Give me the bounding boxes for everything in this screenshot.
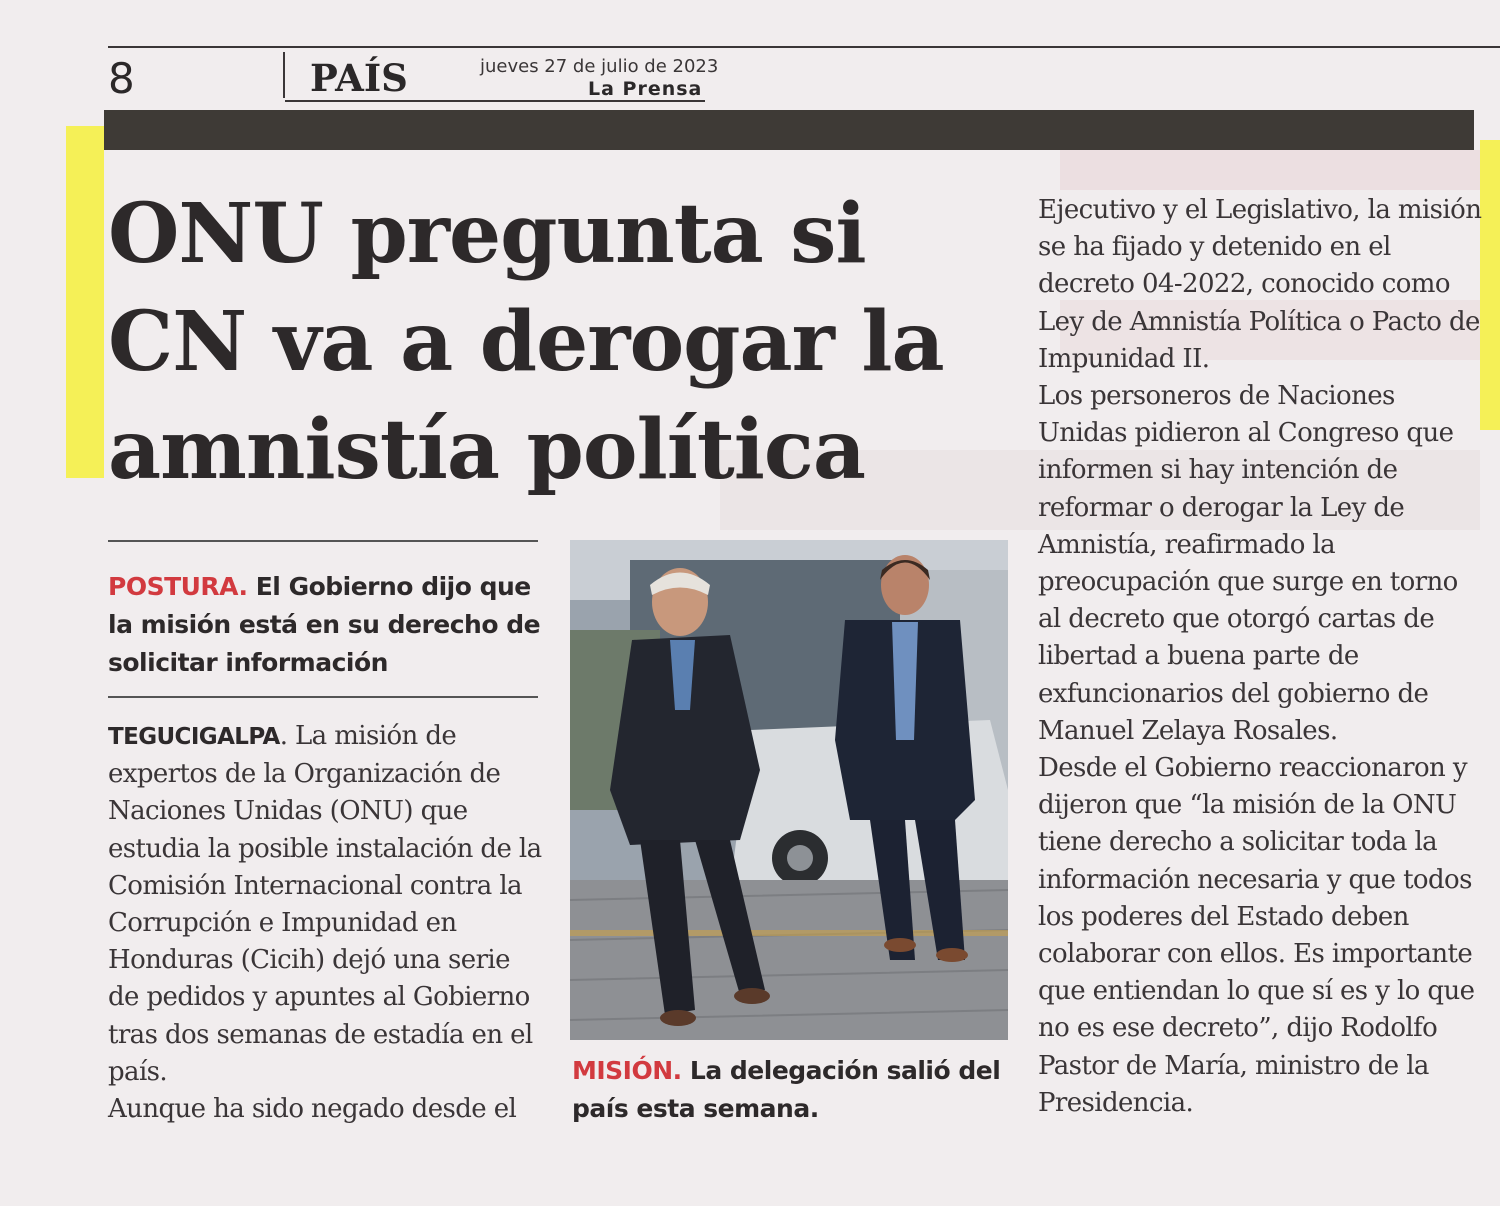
article-paragraph: [108, 718, 548, 1091]
kicker-rule-bottom: [108, 696, 538, 698]
article-paragraph: Los personeros de Naciones Unidas pidieron al Congreso que informen si hay intención de reformar o derogar la Ley de Amnistía, reafirmado la preocupación que surge en torno al decreto que otorgó cartas de libertad a buena parte de exfuncionarios del gobierno de Manuel Zelaya Rosales.: [1038, 381, 1458, 746]
caption-label: MISIÓN.: [572, 1056, 682, 1085]
header-rule: [108, 46, 1500, 48]
headline-line: ONU pregunta si: [108, 186, 866, 282]
headline-line: CN va a derogar la: [108, 294, 944, 390]
article-paragraph: Aunque ha sido negado desde el: [108, 1094, 517, 1125]
newspaper-name: La Prensa: [588, 78, 703, 100]
article-paragraph: Ejecutivo y el Legislativo, la misión se ha fijado y detenido en el decreto 04-2022, conocido como Ley de Amnistía Política o Pacto de Impunidad II.: [1038, 195, 1482, 374]
header-underline: [285, 100, 705, 102]
highlighter-mark-right: [1480, 140, 1500, 430]
article-column-1: [108, 718, 548, 1128]
kicker-rule-top: [108, 540, 538, 542]
page-number: 8: [108, 54, 135, 103]
article-photo: [570, 540, 1008, 1040]
photo-illustration: [570, 540, 1008, 1040]
paragraph-text: . La misión de expertos de la Organización de Naciones Unidas (ONU) que estudia la posible instalación de la Comisión Internacional contra la Corrupción e Impunidad en Honduras (Cicih) dejó una serie de pedidos y apuntes al Gobierno tras dos semanas de estadía en el país.: [108, 721, 542, 1087]
dateline: TEGUCIGALPA: [108, 724, 280, 750]
section-title: PAÍS: [310, 56, 408, 100]
header-divider: [283, 52, 285, 98]
bleed-through-shape: [1060, 150, 1480, 190]
kicker-text: El Gobierno dijo que la misión está en su derecho de solicitar información: [108, 572, 541, 677]
headline-bar: [104, 110, 1474, 150]
article-paragraph: Desde el Gobierno reaccionaron y dijeron que “la misión de la ONU tiene derecho a solicitar toda la información necesaria y que todos los poderes del Estado deben colaborar con ellos. Es importante que entiendan lo que sí es y lo que no es ese decreto”, dijo Rodolfo Pastor de María, ministro de la Presidencia.: [1038, 753, 1475, 1118]
headline: [108, 180, 1008, 504]
caption-text: La delegación salió del país esta semana.: [572, 1056, 1001, 1123]
kicker-label: POSTURA.: [108, 572, 248, 601]
photo-caption: [572, 1052, 1012, 1128]
highlighter-mark-left: [66, 126, 104, 478]
article-column-3: [1038, 192, 1483, 1122]
kicker: [108, 568, 548, 682]
issue-date: jueves 27 de julio de 2023: [480, 56, 719, 77]
headline-line: amnistía política: [108, 402, 865, 498]
